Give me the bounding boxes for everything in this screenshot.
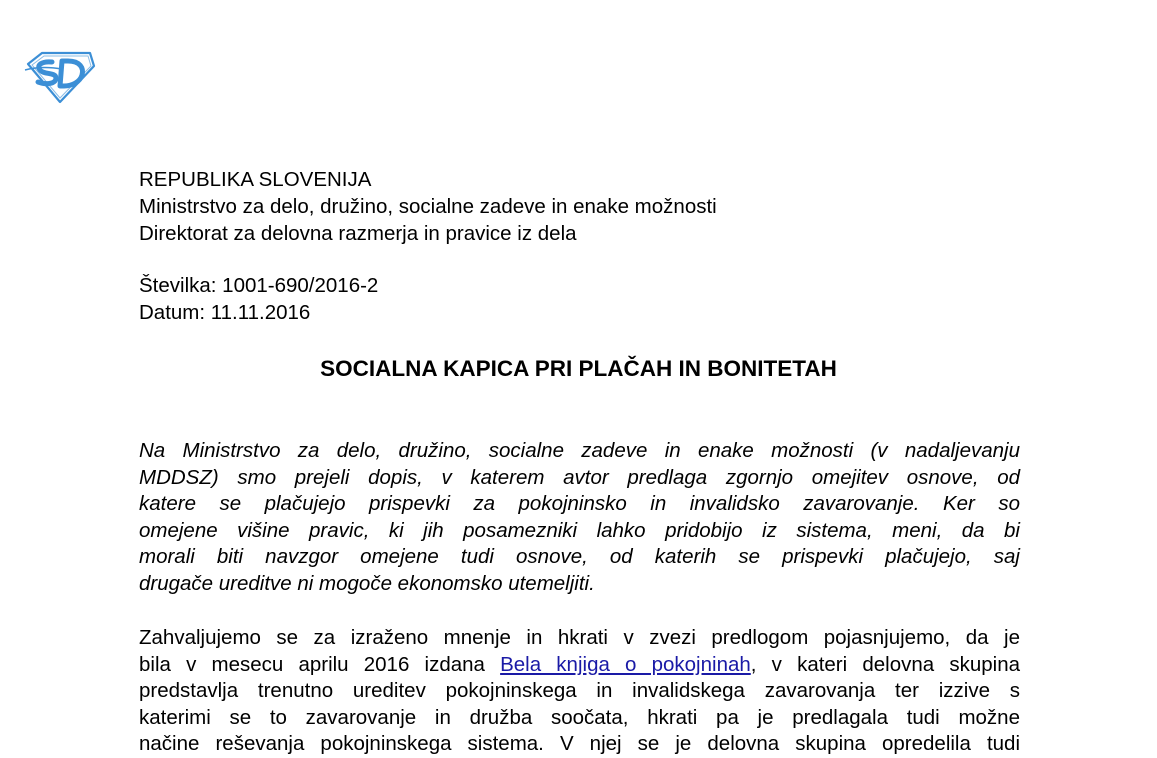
document-title: SOCIALNA KAPICA PRI PLAČAH IN BONITETAH	[320, 356, 837, 381]
document-date: Datum: 11.11.2016	[139, 301, 311, 324]
paragraph-line: MDDSZ) smo prejeli dopis, v katerem avtor predlaga zgornjo omejitev osnove, od	[139, 465, 1020, 489]
paragraph-line: katerimi se to zavarovanje in družba soočata, hkrati pa je predlagala tudi možne	[139, 705, 1020, 729]
paragraph-line: morali biti navzgor omejene tudi osnove, od katerih se prispevki plačujejo, saj	[139, 545, 1020, 569]
document-meta	[139, 272, 378, 326]
paragraph-line: Zahvaljujemo se za izraženo mnenje in hkrati v zvezi predlogom pojasnjujemo, da je	[139, 626, 1020, 649]
paragraph-line: načine reševanja pokojninskega sistema. V njej se je delovna skupina opredelila tudi	[139, 732, 1020, 756]
paragraph-line: omejene višine pravic, ki jih posamezniki lahko pridobijo iz sistema, meni, da bi	[139, 518, 1020, 542]
paragraph-text: , v kateri delovna skupina	[750, 652, 1020, 676]
paragraph-line-with-link	[139, 652, 1020, 679]
letterhead-directorate: Direktorat za delovna razmerja in pravice iz dela	[139, 222, 577, 245]
paragraph-text: bila v mesecu aprilu 2016 izdana	[139, 652, 501, 676]
letterhead-ministry: Ministrstvo za delo, družino, socialne zadeve in enake možnosti	[139, 195, 717, 218]
paragraph-line: drugače ureditve ni mogoče ekonomsko utemeljiti.	[139, 571, 595, 595]
paragraph-line: Na Ministrstvo za delo, družino, socialne zadeve in enake možnosti (v nadaljevanju	[139, 439, 1020, 462]
paragraph-line: predstavlja trenutno ureditev pokojninskega in invalidskega zavarovanja ter izzive s	[139, 679, 1020, 703]
bela-knjiga-link[interactable]: Bela knjiga o pokojninah	[500, 652, 751, 676]
document-number: Številka: 1001-690/2016-2	[139, 274, 379, 297]
intro-paragraph	[139, 438, 1020, 598]
response-paragraph	[139, 625, 1020, 758]
paragraph-line: katere se plačujejo prispevki za pokojninsko in invalidsko zavarovanje. Ker so	[139, 492, 1020, 516]
letterhead	[139, 166, 717, 247]
letterhead-country: REPUBLIKA SLOVENIJA	[139, 168, 372, 191]
organization-logo-icon	[22, 50, 96, 104]
